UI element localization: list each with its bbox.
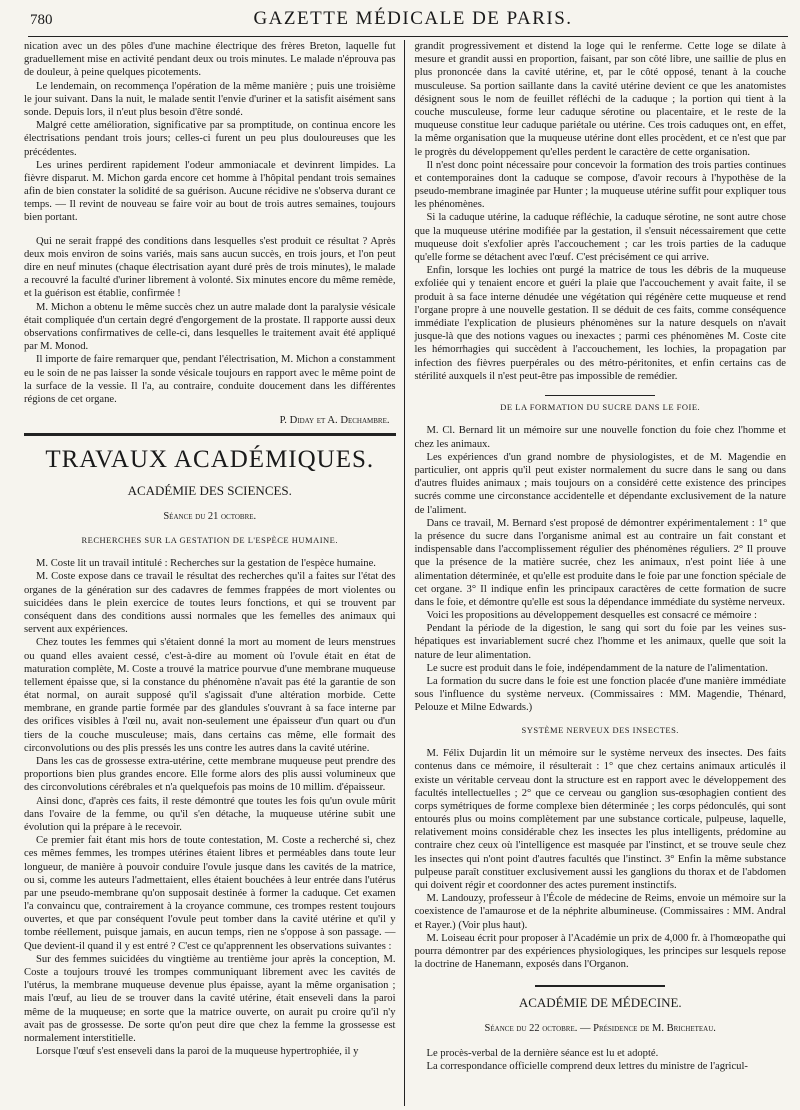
page-header: [6, 0, 794, 34]
session-date: Séance du 22 octobre. — Présidence de M. Bricheteau.: [484, 1022, 716, 1034]
paragraph: La correspondance officielle comprend deux lettres du ministre de l'agricul-: [426, 1060, 748, 1072]
header-rule: [28, 36, 788, 37]
paragraph: Voici les propositions au développement desquelles est consacré ce mémoire :: [426, 610, 757, 622]
paragraph: Pendant la période de la digestion, le sang qui sort du foie par les veines sus-hépatiques est invariablement sucré chez l'homme et les animaux, quelle que soit la nature de leur alimentation.: [414, 623, 786, 661]
paragraph: Ainsi donc, d'après ces faits, il reste démontré que toutes les fois qu'un ovule mûrit dans l'ovaire de la femme, ou qu'il s'en détache, la muqueuse utérine subit une évolution qui la prépare à le recevoir.: [24, 795, 396, 833]
paragraph: M. Félix Dujardin lit un mémoire sur le système nerveux des insectes. Des faits contenus dans ce mémoire, il résulterait : 1° que chez certains animaux articulés il existe un véritable cerveau dont la structure est en rapport avec le développement des facultés intellectuelles ; 2° que ce cerveau ou ganglion sus-œsophagien contient des corps symétriques de forme complexe bien déterminée ; les corps pédonculés, qui sont entourés plus ou moins complètement par une substance corticale, pulpeuse, laquelle, relativement moins considérable chez les insectes les plus intelligents, prédomine au contraire chez ceux où l'intelligence est masquée par l'instinct, et se trouve seule chez les insectes qui n'ont point d'autres facultés que l'instinct. 3° Enfin la même substance pulpeuse paraît constituer exclusivement aussi les ganglions du thorax et de l'abdomen qui doivent régir et coordonner des actes purement instinctifs.: [414, 748, 786, 892]
paragraph: Les expériences d'un grand nombre de physiologistes, et de M. Magendie en particulier, ont appris qu'il peut exister normalement du sucre dans le sang ou dans d'autres fluides animaux ; mais toujours on a considéré cette existence des principes sucrés comme une circonstance accidentelle et dépendante exclusivement de la nature de l'aliment.: [414, 451, 786, 516]
paragraph: Il n'est donc point nécessaire pour concevoir la formation des trois parties continues et contemporaines dont la caduque se compose, d'avoir recours à l'hypothèse de la pseudo-membrane imaginée par Hunter ; la muqueuse utérine suffit pour expliquer tous les phénomènes.: [414, 159, 786, 211]
author-signature: P. Diday et A. Dechambre.: [279, 415, 390, 427]
paragraph: M. Coste expose dans ce travail le résultat des recherches qu'il a faites sur l'état des organes de la génération sur des cadavres de femmes frappées de mort violentes ou suicidées dans le plein exercice de toutes leurs fonctions, et qui se trouvent par conséquent dans des conditions aussi normales que les femelles des animaux qui servent aux expériences.: [24, 571, 396, 636]
paragraph: Le procès-verbal de la dernière séance est lu et adopté.: [426, 1047, 659, 1059]
right-column: [404, 40, 792, 1106]
rubric-rule: [545, 395, 655, 396]
paragraph: Sur des femmes suicidées du vingtième au trentième jour après la conception, M. Coste a toujours trouvé les trompes communiquant librement avec les cavités de l'utérus, la membrane muqueuse devenue plus épaisse, ayant la même organisation ; mais l'œuf, au lieu de se trouver dans la cavité utérine, était enseveli dans la paroi même de la muqueuse; en sorte que la matrice ouverte, on aurait pu croire qu'il n'y avait pas de grossesse. De sorte qu'on peut dire que chez la femme la grossesse est normalement interstitielle.: [24, 953, 396, 1044]
paragraph: Qui ne serait frappé des conditions dans lesquelles s'est produit ce résultat ? Après deux mois environ de soins variés, mais sans aucun succès, en trois jours, et l'on peut dire en neuf minutes (chaque électrisation ayant duré près de trois minutes), le malade a recouvré la faculté d'uriner librement à volonté. Six minutes encore du même remède, et la guérison est établie, confirmée !: [24, 235, 396, 300]
paragraph: nication avec un des pôles d'une machine électrique des frères Breton, laquelle fut graduellement mise en activité pendant deux ou trois minutes. Le malade n'éprouva pas de douleur, à peine quelques picotements.: [24, 41, 396, 79]
section-title: TRAVAUX ACADÉMIQUES.: [45, 446, 375, 474]
rubric-heading: DE LA FORMATION DU SUCRE DANS LE FOIE.: [500, 401, 701, 412]
paragraph: Chez toutes les femmes qui s'étaient donné la mort au moment de leurs menstrues ou quand elles avaient cessé, c'est-à-dire au moment où l'ovule était en état de maturation complète, M. Coste a trouvé la matrice pourvue d'une membrane muqueuse tellement épaisse que, si la constance du phénomène n'avait pas été la garantie de son état normal, on aurait supposé qu'il s'agissait d'une altération morbide. Cette membrane, en grande partie formée par des glandules s'ouvrant à sa face interne par des orifices visibles à l'œil nu, avait non-seulement une épaisseur d'un quart ou d'un tiers de la couche musculeuse; mais, dans certains cas même, elle formait des circonvolutions ou des plis pressés les uns contre les autres dans la cavité utérine.: [24, 637, 396, 754]
session-date: Séance du 21 octobre.: [163, 510, 257, 522]
rubric-heading: RECHERCHES SUR LA GESTATION DE L'ESPÈCE HUMAINE.: [81, 534, 338, 545]
paragraph: M. Coste lit un travail intitulé : Recherches sur la gestation de l'espèce humaine.: [36, 558, 376, 570]
paragraph: Lorsque l'œuf s'est enseveli dans la paroi de la muqueuse hypertrophiée, il y: [36, 1046, 359, 1058]
paragraph: Enfin, lorsque les lochies ont purgé la matrice de tous les débris de la muqueuse exfoliée qui y tenaient encore et guéri la plaie que l'accouchement y avait faite, il se produit à sa face interne dénudée une végétation qui régénère cette muqueuse et rend l'organe propre à une nouvelle gestation. Il se déduit de ces faits, comme conséquence immédiate l'explication de plusieurs phénomènes sur la nature desquels on n'avait jusque-là que des notions vagues ou inexactes ; parmi ces phénomènes M. Coste cite les hémorrhagies qui succèdent à l'accouchement, les lochies, la propagation par infection des fièvres puerpérales ou des métro-péritonites, et enfin certains cas de stérilité auxquels il n'est peut-être pas impossible de remédier.: [414, 265, 786, 382]
paragraph: M. Cl. Bernard lit un mémoire sur une nouvelle fonction du foie chez l'homme et chez les animaux.: [414, 425, 786, 450]
paragraph: Malgré cette amélioration, significative par sa promptitude, on continua encore les électrisations pendant trois jours; celles-ci furent un peu plus douloureuses que les précédentes.: [24, 120, 396, 158]
paragraph: Dans ce travail, M. Bernard s'est proposé de démontrer expérimentalement : 1° que la présence du sucre dans l'organisme animal est au contraire un fait constant et indispensable dans l'accomplissement régulier des phénomènes réguliers. 2° Il prouve que la présence de la matière sucrée, chez les animaux, n'est point liée à une alimentation déterminée, et qu'elle est produite dans le foie par une fonction spéciale de cet organe. 3° Il indique enfin les principaux caractères de cette formation de sucre dans le foie, et démontre qu'elle est sous la dépendance immédiate du système nerveux.: [414, 517, 786, 608]
paragraph: Le lendemain, on recommença l'opération de la même manière ; puis une troisième le jour suivant. Dans la nuit, le malade sentit l'envie d'uriner et la satisfit aisément sans sonde. Depuis lors, il n'eut plus besoin d'être sondé.: [24, 80, 396, 118]
section-rule: [535, 985, 665, 987]
rubric-heading: SYSTÈME NERVEUX DES INSECTES.: [521, 724, 679, 735]
paragraph: Si la caduque utérine, la caduque réfléchie, la caduque sérotine, ne sont autre chose que la muqueuse utérine modifiée par la gestation, il s'ensuit nécessairement que cette muqueuse doit s'exfolier après l'accouchement ; car les trois parties de la caduque qu'elle forme se détachent avec l'œuf. C'est précisément ce qui arrive.: [414, 212, 786, 263]
section-rule: [24, 433, 396, 436]
left-column: [20, 40, 404, 1106]
academy-heading: ACADÉMIE DES SCIENCES.: [127, 483, 292, 499]
paragraph: Les urines perdirent rapidement l'odeur ammoniacale et devinrent limpides. La fièvre disparut. M. Michon garda encore cet homme à l'hôpital pendant trois semaines afin de bien constater la solidité de sa guérison. Aucune récidive ne s'observa durant ce temps. — Il revint de nouveau se faire voir au bout de trois autres semaines, toujours bien portant.: [24, 159, 396, 224]
paragraph: Dans les cas de grossesse extra-utérine, cette membrane muqueuse peut prendre des proportions bien plus grandes encore. Elle forme alors des plis aussi volumineux que des circonvolutions cérébrales et n'a quelquefois pas moins de 10 millim. d'épaisseur.: [24, 756, 396, 794]
paragraph: M. Loiseau écrit pour proposer à l'Académie un prix de 4,000 fr. à l'homœopathe qui pourra démontrer par des expériences physiologiques, les principes sur lesquels repose la doctrine de Hanemann, exposés dans l'Organon.: [414, 932, 786, 971]
paragraph: M. Michon a obtenu le même succès chez un autre malade dont la paralysie vésicale était compliquée d'un certain degré d'engorgement de la prostate. Il rapporte aussi deux observations confirmatives de celle-ci, dans lesquelles le traitement avait été appliqué par M. Monod.: [24, 301, 396, 353]
academy-heading: ACADÉMIE DE MÉDECINE.: [518, 995, 682, 1011]
paragraph: Le sucre est produit dans le foie, indépendamment de la nature de l'alimentation.: [426, 662, 768, 674]
page-number: 780: [30, 12, 53, 28]
paragraph: M. Landouzy, professeur à l'École de médecine de Reims, envoie un mémoire sur la coexistence de l'amaurose et de la néphrite albumineuse. (Commissaires : MM. Andral et Rayer.) (Voir plus haut).: [414, 893, 786, 931]
paragraph: grandit progressivement et distend la loge qui le renferme. Cette loge se dilate à mesure et grandit aussi en proportion, faisant, par son côté libre, une saillie de plus en plus prononcée dans la cavité utérine, et, par le côté opposé, tenant à la couche musculeuse. Sa portion saillante dans la cavité utérine devient ce que les anatomistes désignent sous le nom de feuillet réfléchi de la caduque ; la portion qui tient à la couche musculeuse, forme leur caduque sérotine ou placentaire, et le reste de la muqueuse constitue leur caduque pariétale ou utérine. Ces trois caduques ont, en effet, la même organisation que la muqueuse utérine dont elles procèdent, et ce n'est que par le progrès du développement qu'elles perdent le caractère de cette organisation.: [414, 41, 786, 158]
journal-title: GAZETTE MÉDICALE DE PARIS.: [253, 8, 573, 29]
paragraph: Il importe de faire remarquer que, pendant l'électrisation, M. Michon a constamment eu le soin de ne pas laisser la sonde vésicale toujours en rapport avec le même point de la surface de la vessie. Il l'a, au contraire, conduite doucement dans les différentes régions de cet organe.: [24, 354, 396, 405]
two-column-body: [20, 40, 792, 1106]
paragraph: Ce premier fait étant mis hors de toute contestation, M. Coste a recherché si, chez ces mêmes femmes, les trompes utérines étaient libres et perméables dans toute leur longueur, de manière à pouvoir conduire l'ovule jusque dans les cavités de la matrice, ou si, comme les auteurs l'admettaient, elles étaient bouchées à leur entrée dans l'utérus par une pseudo-membrane qu'on supposait destinée à former la caduque. Cet examen l'a convaincu que, contrairement à la croyance commune, ces trompes restent toujours ouvertes, et que par conséquent l'ovule peut tomber dans la cavité utérine et qu'il y tombe réellement, puisque jamais, en aucun temps, rien ne s'oppose à son passage. — Que devient-il quand il y est entré ? C'est ce qu'apprennent les observations suivantes :: [24, 835, 396, 952]
paragraph: La formation du sucre dans le foie est une fonction placée d'une manière immédiate sous l'influence du système nerveux. (Commissaires : MM. Magendie, Thénard, Pelouze et Milne Edwards.): [414, 676, 786, 714]
